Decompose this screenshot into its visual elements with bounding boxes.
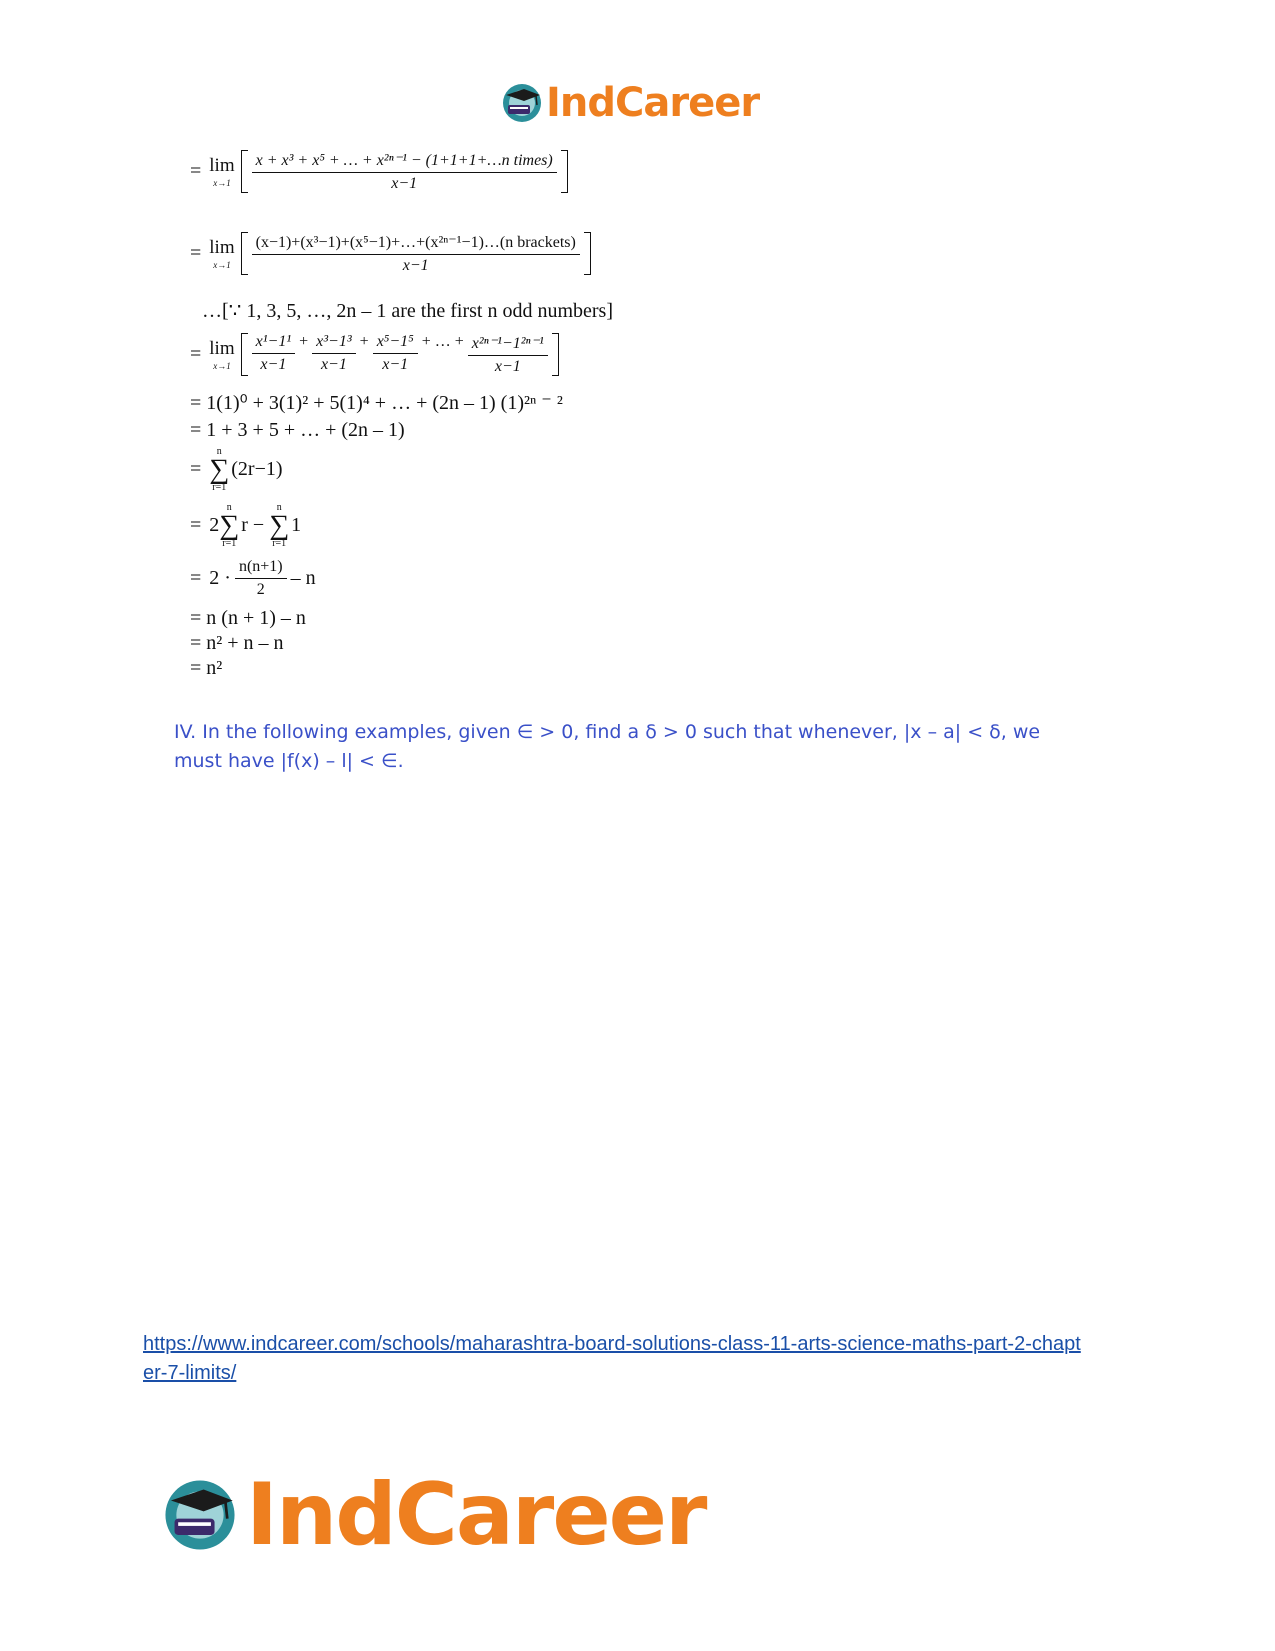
fraction-numerator: x + x³ + x⁵ + … + x²ⁿ⁻¹ − (1+1+1+…n times) (252, 150, 557, 173)
limit-operator (209, 237, 234, 270)
lim-subscript: x→1 (213, 178, 231, 188)
fraction (248, 150, 561, 193)
header-logo (500, 78, 759, 128)
equals-sign: = (190, 343, 202, 365)
fraction-denominator: x−1 (402, 257, 429, 274)
limit-operator (209, 155, 234, 188)
fraction-term-2: $\frac{\text{x³−1³}}{x-1}$ (308, 333, 360, 376)
graduation-cap-book-icon (500, 81, 544, 125)
brand-name: IndCareer (546, 80, 760, 126)
lim-subscript: x→1 (213, 361, 231, 371)
lim-word: lim (209, 237, 235, 258)
summation: n ∑ r=1 (269, 502, 290, 550)
equation-line-4: = 1(1)⁰ + 3(1)² + 5(1)⁴ + … + (2n – 1) (1)²ⁿ ⁻ ² (190, 392, 563, 414)
source-url-link[interactable]: https://www.indcareer.com/schools/maharashtra-board-solutions-class-11-arts-science-maths-part-2-chapter-7-limits/ (143, 1333, 1081, 1384)
equals-sign: = (190, 242, 202, 264)
summation: n ∑ r=1 (219, 502, 240, 550)
ellipsis-plus: + … + (421, 333, 464, 350)
brand-name: IndCareer (246, 1465, 706, 1565)
lim-subscript: x→1 (213, 260, 231, 270)
bracket-group (241, 232, 591, 275)
fraction-numerator: (x−1)+(x³−1)+(x⁵−1)+…+(x²ⁿ⁻¹−1)…(n brackets) (252, 232, 580, 255)
plus-sign: + (299, 333, 309, 350)
lim-word: lim (209, 155, 235, 176)
fraction-term-1: $\frac{\text{x¹−1¹}}{x-1}$ (248, 333, 300, 376)
fraction-term-3: $\frac{\text{x⁵−1⁵}}{x-1}$ (369, 333, 422, 376)
coefficient: 2 (209, 514, 220, 537)
fraction-term-4: $\frac{\text{x²ⁿ⁻¹−1²ⁿ⁻¹}}{x-1}$ (464, 333, 552, 376)
equation-line-7: = 2 n ∑ r=1 r − n ∑ r=1 1 (190, 502, 302, 550)
equation-line-11: = n² (190, 657, 223, 679)
equation-line-8: = 2 · $\frac{n(n+1)}{2}$ – n (190, 558, 316, 598)
footer-logo (160, 1465, 706, 1565)
equals-sign: = (190, 458, 202, 481)
summation-term: (2r−1) (231, 458, 283, 481)
fraction (248, 232, 584, 275)
equals-sign: = (190, 160, 202, 182)
equation-line-10: = n² + n – n (190, 632, 284, 654)
odd-numbers-note: …[∵ 1, 3, 5, …, 2n – 1 are the first n odd numbers] (202, 300, 613, 322)
equals-sign: = (190, 514, 202, 537)
equation-line-6 (190, 446, 283, 493)
lim-word: lim (209, 338, 235, 359)
equation-line-2 (190, 232, 591, 275)
section-heading: IV. In the following examples, given ∈ > 0, find a δ > 0 such that whenever, |x – a| < δ, we must have |f(x) – l| < ∈. (174, 721, 1041, 772)
fraction-denominator: x−1 (391, 175, 418, 192)
equation-line-3 (190, 333, 559, 376)
bracket-group (241, 333, 559, 376)
equation-line-5: = 1 + 3 + 5 + … + (2n – 1) (190, 419, 405, 441)
summation: n ∑ r=1 (209, 446, 230, 494)
equation-line-9: = n (n + 1) – n (190, 607, 306, 629)
fraction: $\frac{n(n+1)}{2}$ (231, 558, 291, 599)
bracket-group (241, 150, 568, 193)
limit-operator (209, 338, 234, 371)
equation-line-1 (190, 150, 568, 193)
graduation-cap-book-icon (160, 1475, 240, 1555)
plus-sign: + (359, 333, 369, 350)
equals-sign: = (190, 567, 202, 589)
